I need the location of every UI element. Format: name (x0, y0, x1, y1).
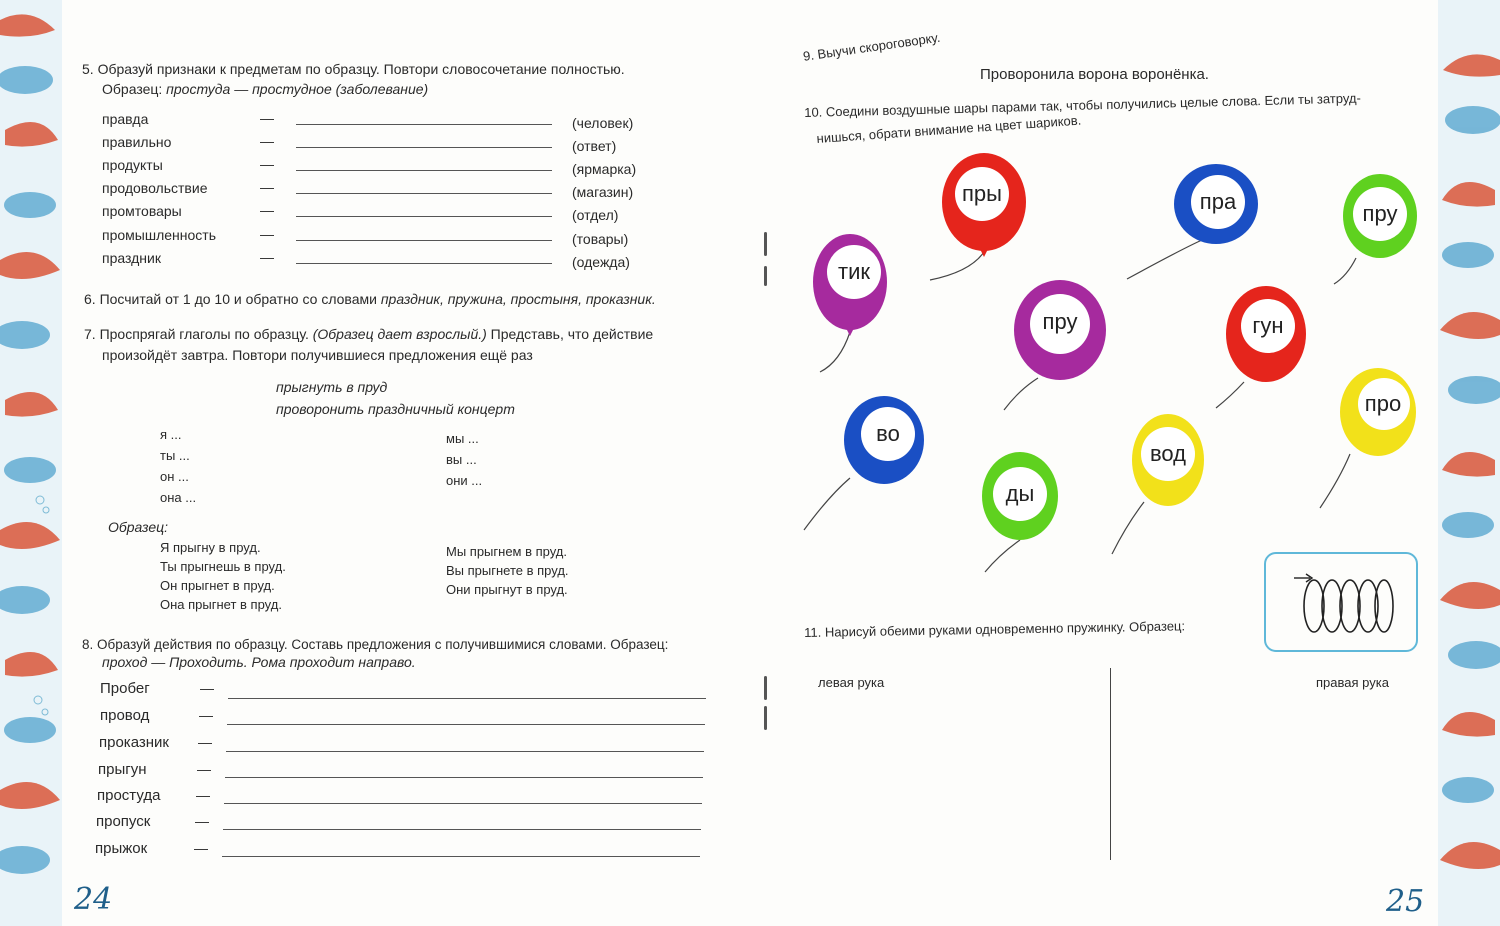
balloon-label: тик (838, 259, 870, 284)
task5-answer-line[interactable] (296, 240, 552, 241)
balloon-label: про (1364, 391, 1402, 416)
task8-heading: 8. Образуй действия по образцу. Составь предложения с получившимися словами. Образец: (82, 637, 669, 652)
task5-dash: — (260, 249, 274, 265)
pronoun: вы ... (446, 452, 477, 467)
task8-dash: — (198, 734, 212, 750)
task5-dash: — (260, 110, 274, 126)
task5-word: промышленность (102, 227, 216, 243)
task8-answer-line[interactable] (224, 803, 702, 804)
task8-dash: — (195, 813, 209, 829)
balloon-gun[interactable] (1226, 286, 1316, 421)
balloon-vo[interactable] (844, 396, 934, 541)
drawing-area-divider (1110, 668, 1111, 860)
task6 (84, 290, 656, 308)
task6-words: праздник, пружина, простыня, проказник. (380, 291, 656, 307)
task11-heading: 11. Нарисуй обеими руками одновременно пружинку. Образец: (804, 618, 1186, 640)
task5-word: правильно (102, 134, 172, 150)
gutter-mark-top (764, 232, 767, 256)
task7-line1 (84, 325, 653, 343)
page-25 (770, 0, 1438, 926)
page-number-24: 24 (74, 882, 113, 917)
task5-sample-prefix: Образец: (102, 81, 163, 97)
task8-answer-line[interactable] (225, 777, 703, 778)
task8-word: Пробег (100, 680, 150, 697)
sample-sentence: Они прыгнут в пруд. (446, 582, 568, 597)
task7-text-a: 7. Проспрягай глаголы по образцу. (84, 326, 309, 342)
right-hand-label: правая рука (1316, 675, 1389, 690)
balloon-label: вод (1149, 441, 1187, 466)
task8-answer-line[interactable] (226, 751, 704, 752)
task5-answer-line[interactable] (296, 216, 552, 217)
task10-line2: нишься, обрати внимание на цвет шариков. (816, 112, 1082, 146)
pronoun: ты ... (160, 448, 190, 463)
task6-text: 6. Посчитай от 1 до 10 и обратно со словами (84, 291, 377, 307)
task8-answer-line[interactable] (223, 829, 701, 830)
sample-sentence: Вы прыгнете в пруд. (446, 563, 569, 578)
task5-hint: (одежда) (572, 254, 630, 270)
task7-line2: произойдёт завтра. Повтори получившиеся предложения ещё раз (102, 347, 533, 363)
task8-word: проказник (99, 734, 169, 751)
fish-border-left (0, 0, 62, 926)
task5-hint: (товары) (572, 231, 629, 247)
balloon-pru-purple[interactable] (1014, 280, 1114, 425)
task5-dash: — (260, 179, 274, 195)
task7-phrase2: проворонить праздничный концерт (276, 401, 515, 417)
task5-answer-line[interactable] (296, 263, 552, 264)
task8-word: простуда (97, 787, 161, 804)
balloon-label: пры (962, 181, 1002, 206)
balloon-label: ды (1005, 481, 1035, 506)
balloon-tik[interactable] (810, 232, 890, 387)
gutter-mark-top2 (764, 266, 767, 286)
task8-word: прыжок (95, 840, 148, 857)
spring-sample-frame (1264, 552, 1418, 652)
gutter-mark-bottom (764, 676, 767, 700)
task5-sample (102, 80, 428, 98)
task5-answer-line[interactable] (296, 124, 552, 125)
task8-answer-line[interactable] (228, 698, 706, 699)
task8-word: прыгун (98, 761, 147, 778)
balloon-label: пра (1199, 189, 1237, 214)
task8-word: пропуск (96, 813, 151, 830)
balloon-label: во (876, 421, 900, 446)
sample-sentence: Она прыгнет в пруд. (160, 597, 282, 612)
fish-border-right (1438, 0, 1500, 926)
pronoun: я ... (160, 427, 182, 442)
sample-sentence: Он прыгнет в пруд. (160, 578, 275, 593)
task5-answer-line[interactable] (296, 147, 552, 148)
balloon-vod[interactable] (1132, 414, 1212, 569)
task5-sample-text: простуда — простудное (заболевание) (166, 81, 429, 97)
task5-word: продукты (102, 157, 163, 173)
task8-dash: — (200, 680, 214, 696)
tongue-twister: Проворонила ворона воронёнка. (980, 66, 1209, 83)
spring-icon (1266, 554, 1416, 650)
pronoun: мы ... (446, 431, 479, 446)
task5-hint: (ярмарка) (572, 161, 637, 177)
task5-word: правда (102, 111, 149, 127)
balloon-label: гун (1252, 313, 1284, 338)
balloon-dy[interactable] (980, 454, 1060, 589)
task8-answer-line[interactable] (222, 856, 700, 857)
left-hand-label: левая рука (818, 675, 885, 690)
task10-line1: 10. Соедини воздушные шары парами так, чтобы получились целые слова. Если ты затруд- (804, 90, 1362, 120)
task8-answer-line[interactable] (227, 724, 705, 725)
task8-dash: — (199, 707, 213, 723)
balloon-pro[interactable] (1340, 368, 1420, 523)
sample-sentence: Я прыгну в пруд. (160, 540, 261, 555)
task5-hint: (ответ) (572, 138, 617, 154)
task5-word: продовольствие (102, 180, 208, 196)
task7-text-c: Представь, что действие (490, 326, 654, 342)
page-24 (62, 0, 762, 926)
task5-answer-line[interactable] (296, 193, 552, 194)
task7-phrase1: прыгнуть в пруд (276, 379, 388, 395)
page-number-25: 25 (1386, 884, 1425, 919)
task5-hint: (отдел) (572, 207, 619, 223)
pronoun: он ... (160, 469, 189, 484)
sample-sentence: Ты прыгнешь в пруд. (160, 559, 286, 574)
balloon-pry[interactable] (940, 152, 1030, 297)
balloon-pru-green[interactable] (1342, 176, 1422, 301)
task5-dash: — (260, 156, 274, 172)
task5-dash: — (260, 226, 274, 242)
task5-word: промтовары (102, 203, 182, 219)
task7-sample-label: Образец: (108, 519, 169, 535)
task8-word: провод (100, 707, 150, 724)
gutter-mark-bottom2 (764, 706, 767, 730)
task5-dash: — (260, 202, 274, 218)
balloon-label: пру (1042, 309, 1078, 334)
task5-dash: — (260, 133, 274, 149)
task8-sample: проход — Проходить. Рома проходит направо. (102, 654, 416, 670)
balloon-pra[interactable] (1172, 164, 1262, 289)
task9-heading: 9. Выучи скороговорку. (802, 29, 942, 64)
pronoun: она ... (160, 490, 197, 505)
task8-dash: — (194, 840, 208, 856)
task7-text-b: (Образец дает взрослый.) (312, 326, 487, 342)
sample-sentence: Мы прыгнем в пруд. (446, 544, 568, 559)
task8-dash: — (196, 787, 210, 803)
task5-heading: 5. Образуй признаки к предметам по образцу. Повтори словосочетание полностью. (82, 61, 625, 77)
task5-hint: (человек) (572, 115, 634, 131)
task8-dash: — (197, 761, 211, 777)
task5-hint: (магазин) (572, 184, 634, 200)
task5-word: праздник (102, 250, 161, 266)
task5-answer-line[interactable] (296, 170, 552, 171)
pronoun: они ... (446, 473, 483, 488)
balloon-label: пру (1362, 201, 1398, 226)
